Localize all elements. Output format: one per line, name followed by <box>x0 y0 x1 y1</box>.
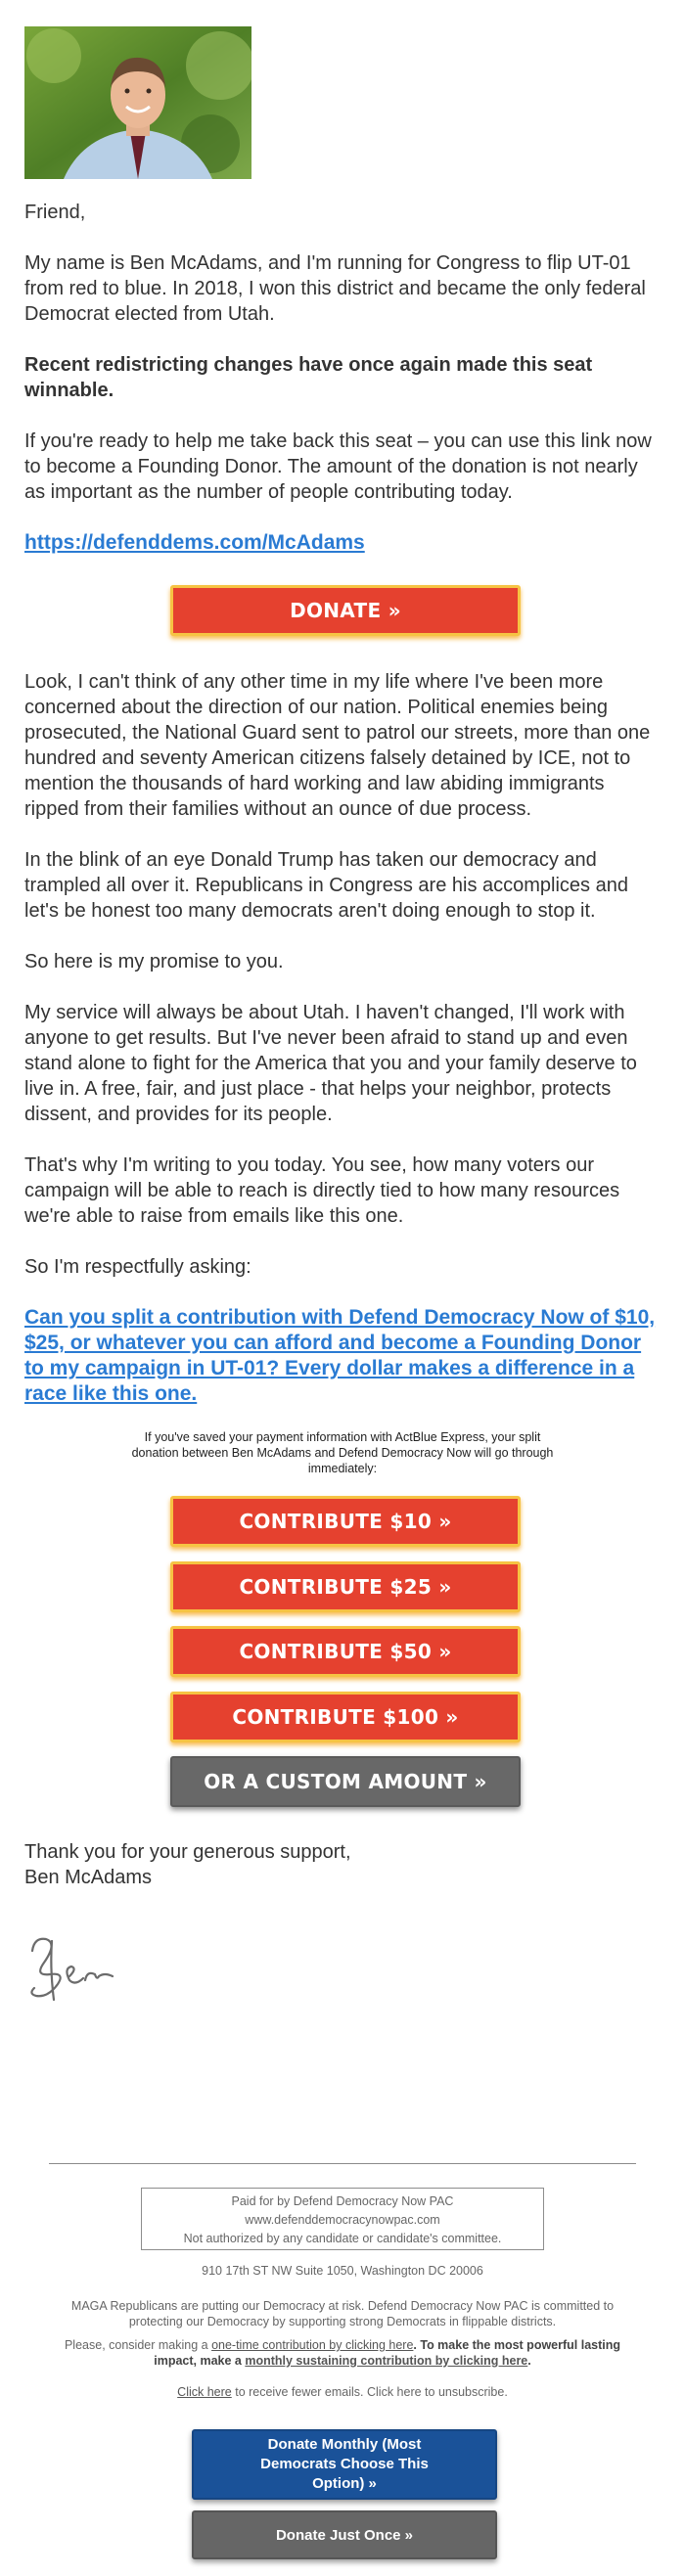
one-time-contribution-link[interactable]: one-time contribution by clicking here <box>211 2338 414 2352</box>
contribute-50-button[interactable]: CONTRIBUTE $50 » <box>170 1626 521 1677</box>
paragraph-look: Look, I can't think of any other time in my life where I've been more concerned about the direction of our nation. Political enemies being prosecuted, the National Guard sent to patrol our streets, more than one hundred and seventy American citizens falsely detained by ICE, not to mention the thousands of hard working and law abiding immigrants ripped from their families without an ounce of due process. <box>24 671 651 820</box>
closing-name: Ben McAdams <box>24 1867 153 1888</box>
actblue-note: If you've saved your payment information with ActBlue Express, your split donation between Ben McAdams and Defend Democracy Now will go through immediately: <box>131 1430 554 1475</box>
fewer-emails-link[interactable]: Click here <box>177 2385 232 2399</box>
paragraph-asking: So I'm respectfully asking: <box>24 1256 251 1278</box>
donate-button[interactable]: DONATE » <box>170 585 521 636</box>
ask-paragraph: If you're ready to help me take back this seat – you can use this link now to become a Founding Donor. The amount of the donation is not nearly as important as the number of people contributing today. <box>24 430 652 503</box>
bold-statement: Recent redistricting changes have once again made this seat winnable. <box>24 354 593 401</box>
paragraph-service: My service will always be about Utah. I haven't changed, I'll work with anyone to get results. But I've never been afraid to stand up and even stand alone to fight for the America that you and your family deserve to live in. A free, fair, and just place - that helps your neighbor, protects dissent, and provides for its people. <box>24 1002 637 1125</box>
custom-amount-button[interactable]: OR A CUSTOM AMOUNT » <box>170 1756 521 1807</box>
footer-maga-text: MAGA Republicans are putting our Democracy at risk. Defend Democracy Now PAC is committed to protecting our Democracy by supporting strong Democrats in flippable districts. <box>70 2299 615 2328</box>
donate-link-line <box>24 530 661 556</box>
footer-unsubscribe: Click here to receive fewer emails. Click here to unsubscribe. <box>177 2385 508 2399</box>
paid-for-box <box>141 2188 544 2250</box>
donate-once-button[interactable]: Donate Just Once » <box>192 2510 497 2559</box>
donate-link[interactable]: https://defenddems.com/McAdams <box>24 531 365 554</box>
split-link-line <box>24 1305 661 1407</box>
footer-divider <box>49 2163 636 2164</box>
closing-thanks: Thank you for your generous support, <box>24 1841 351 1863</box>
ben-signature-icon <box>24 1929 132 2010</box>
donate-monthly-button[interactable]: Donate Monthly (Most Democrats Choose This Option) » <box>192 2429 497 2500</box>
paid-for-disclaimer: Not authorized by any candidate or candidate's committee. <box>183 2232 502 2245</box>
intro-paragraph: My name is Ben McAdams, and I'm running for Congress to flip UT-01 from red to blue. In 2018, I won this district and became the only federal Democrat elected from Utah. <box>24 252 646 325</box>
greeting: Friend, <box>24 202 86 223</box>
paragraph-blink: In the blink of an eye Donald Trump has taken our democracy and trampled all over it. Republicans in Congress are his accomplices and let's be honest too many democrats aren't doing enough to stop it. <box>24 849 628 922</box>
contribute-25-button[interactable]: CONTRIBUTE $25 » <box>170 1561 521 1612</box>
paid-for-line: Paid for by Defend Democracy Now PAC <box>231 2194 454 2208</box>
footer-consider: Please, consider making a one-time contribution by clicking here. To make the most powerful lasting impact, make a monthly sustaining contribution by clicking here. <box>64 2338 621 2368</box>
monthly-contribution-link[interactable]: monthly sustaining contribution by clicking here <box>245 2354 528 2368</box>
contribute-100-button[interactable]: CONTRIBUTE $100 » <box>170 1692 521 1742</box>
split-contribution-link[interactable]: Can you split a contribution with Defend Democracy Now of $10, $25, or whatever you can afford and become a Founding Donor to my campaign in UT-01? Every dollar makes a difference in a race like this one. <box>24 1306 656 1405</box>
contribute-10-button[interactable]: CONTRIBUTE $10 » <box>170 1496 521 1547</box>
footer-address: 910 17th ST NW Suite 1050, Washington DC 20006 <box>202 2264 483 2278</box>
paid-for-website: www.defenddemocracynowpac.com <box>245 2213 440 2227</box>
candidate-photo <box>24 26 251 179</box>
paragraph-promise: So here is my promise to you. <box>24 951 284 972</box>
paragraph-why: That's why I'm writing to you today. You see, how many voters our campaign will be able to reach is directly tied to how many resources we're able to raise from emails like this one. <box>24 1154 620 1227</box>
